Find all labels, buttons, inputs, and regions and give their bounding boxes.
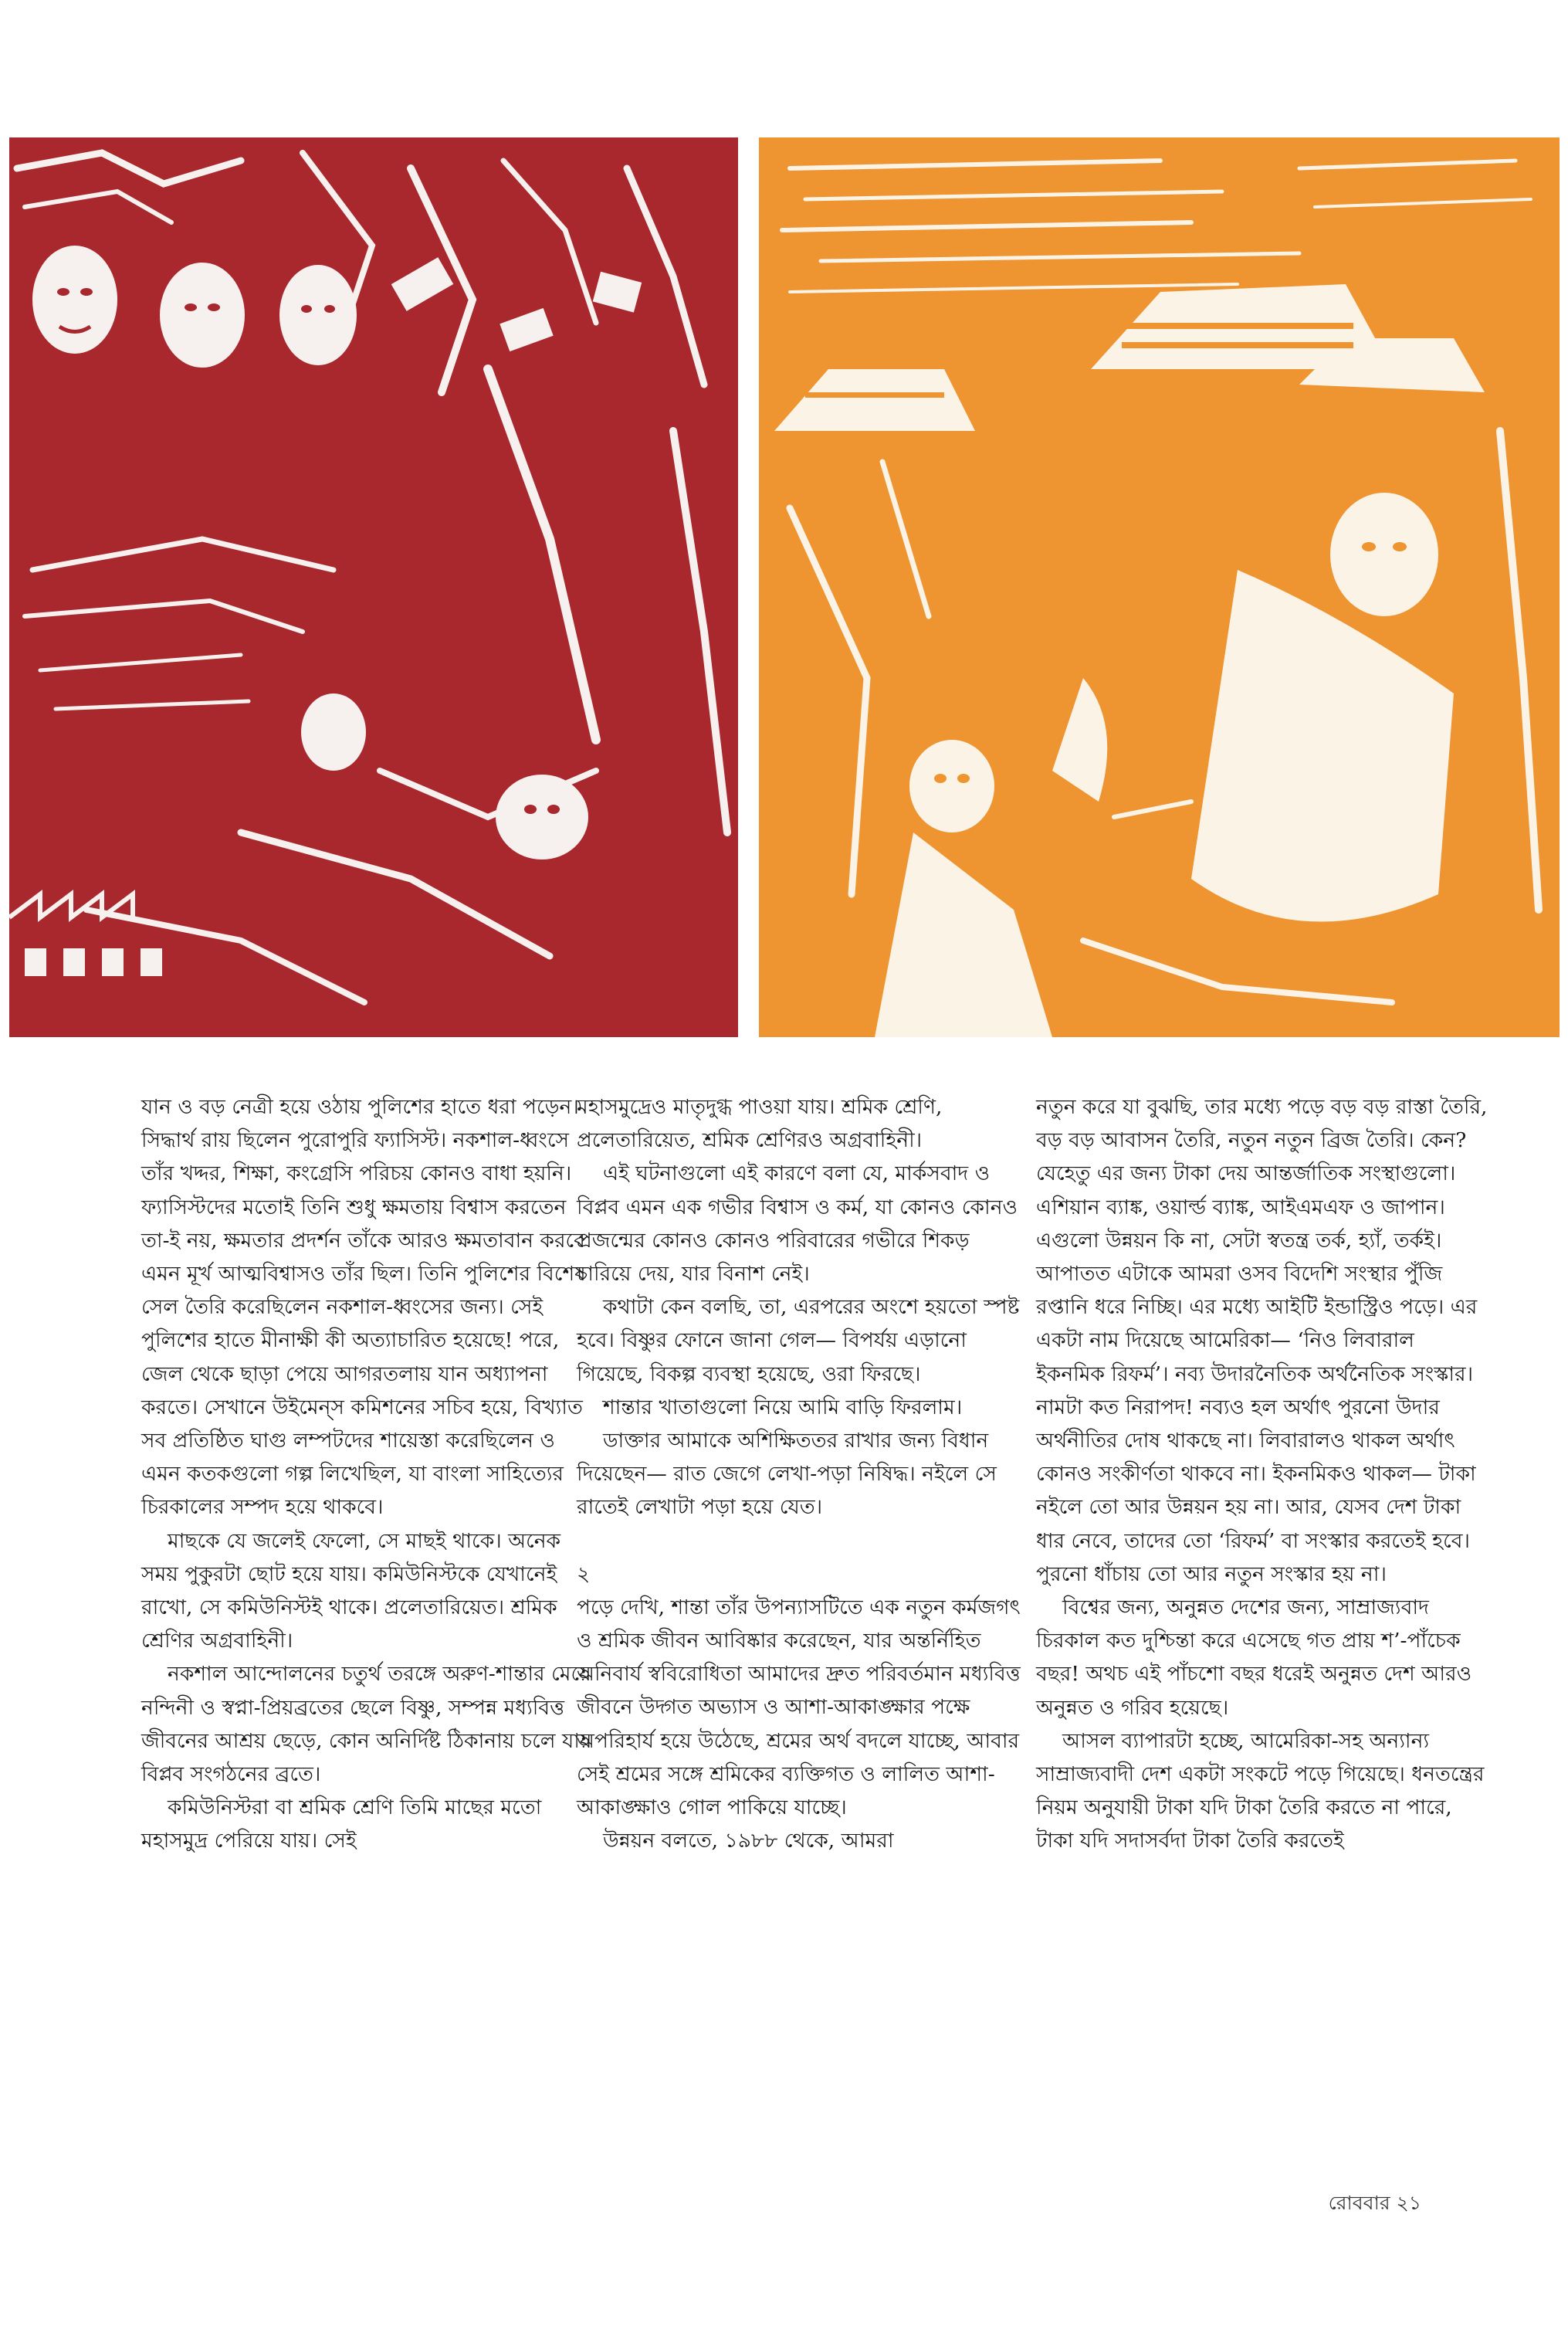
text-column-2 xyxy=(577,1090,1028,1857)
paragraph: মহাসমুদ্রেও মাতৃদুগ্ধ পাওয়া যায়। শ্রমিক শ্রেণি, প্রলেতারিয়েত, শ্রমিক শ্রেণিরও অগ্রবাহিনী। xyxy=(577,1095,943,1153)
paragraph: কথাটা কেন বলছি, তা, এরপরের অংশে হয়তো স্পষ্ট হবে। বিষ্ণুর ফোনে জানা গেল— বিপর্যয় এড়ানো গিয়েছে, বিকল্প ব্যবস্থা হয়েছে, ওরা ফিরছে। xyxy=(577,1295,1020,1386)
woodcut-illustration-red xyxy=(9,137,738,1037)
paragraph: পড়ে দেখি, শান্তা তাঁর উপন্যাসটিতে এক নতুন কর্মজগৎ ও শ্রমিক জীবন আবিষ্কার করেছেন, যার অন্তর্নিহিত অনিবার্য স্ববিরোধিতা আমাদের দ্রুত পরিবর্তমান মধ্যবিত্ত জীবনে উদ্গত অভ্যাস ও আশা-আকাঙ্ক্ষার পক্ষে অপরিহার্য হয়ে উঠেছে, শ্রমের অর্থ বদলে যাচ্ছে, আবার সেই শ্রমের সঙ্গে শ্রমিকের ব্যক্তিগত ও লালিত আশা-আকাঙ্ক্ষাও গোল পাকিয়ে যাচ্ছে। xyxy=(577,1595,1021,1820)
paragraph: কমিউনিস্টরা বা শ্রমিক শ্রেণি তিমি মাছের মতো মহাসমুদ্র পেরিয়ে যায়। সেই xyxy=(141,1795,542,1853)
paragraph: নতুন করে যা বুঝছি, তার মধ্যে পড়ে বড় বড় রাস্তা তৈরি, বড় বড় আবাসন তৈরি, নতুন নতুন ব্রিজ তৈরি। কেন? যেহেতু এর জন্য টাকা দেয় আন্তর্জাতিক সংস্থাগুলো। এশিয়ান ব্যাঙ্ক, ওয়ার্ল্ড ব্যাঙ্ক, আইএমএফ ও জাপান। এগুলো উন্নয়ন কি না, সেটা স্বতন্ত্র তর্ক, হ্যাঁ, তর্কই। আপাতত এটাকে আমরা ওসব বিদেশি সংস্থার পুঁজি রপ্তানি ধরে নিচ্ছি। এর মধ্যে আইটি ইন্ডাস্ট্রিও পড়ে। এর একটা নাম দিয়েছে আমেরিকা— ‘নিও লিবারাল ইকনমিক রিফর্ম’। নব্য উদারনৈতিক অর্থনৈতিক সংস্কার। নামটা কত নিরাপদ! নব্যও হল অর্থাৎ পুরনো উদার অর্থনীতির দোষ থাকছে না। লিবারালও থাকল অর্থাৎ কোনও সংকীর্ণতা থাকবে না। ইকনমিকও থাকল— টাকা নইলে তো আর উন্নয়ন হয় না। আর, যেসব দেশ টাকা ধার নেবে, তাদের তো ‘রিফর্ম’ বা সংস্কার করতেই হবে। পুরনো ধাঁচায় তো আর নতুন সংস্কার হয় না। xyxy=(1036,1095,1488,1586)
page-footer: রোববার ২১ xyxy=(1328,2192,1421,2214)
paragraph: যান ও বড় নেত্রী হয়ে ওঠায় পুলিশের হাতে ধরা পড়েন। সিদ্ধার্থ রায় ছিলেন পুরোপুরি ফ্যাসিস্ট। নকশাল-ধ্বংসে তাঁর খদ্দর, শিক্ষা, কংগ্রেসি পরিচয় কোনও বাধা হয়নি। ফ্যাসিস্টদের মতোই তিনি শুধু ক্ষমতায় বিশ্বাস করতেন তা-ই নয়, ক্ষমতার প্রদর্শন তাঁকে আরও ক্ষমতাবান করবে এমন মূর্খ আত্মবিশ্বাসও তাঁর ছিল। তিনি পুলিশের বিশেষ সেল তৈরি করেছিলেন নকশাল-ধ্বংসের জন্য। সেই পুলিশের হাতে মীনাক্ষী কী অত্যাচারিত হয়েছে! পরে, জেল থেকে ছাড়া পেয়ে আগরতলায় যান অধ্যাপনা করতে। সেখানে উইমেন্‌স কমিশনের সচিব হয়ে, বিখ্যাত সব প্রতিষ্ঠিত ঘাগু লম্পটদের শায়েস্তা করেছিলেন ও এমন কতকগুলো গল্প লিখেছিল, যা বাংলা সাহিত্যের চিরকালের সম্পদ হয়ে থাকবে। xyxy=(141,1095,586,1520)
woodcut-crowd-raised-fists-icon xyxy=(9,137,738,1037)
paragraph: নকশাল আন্দোলনের চতুর্থ তরঙ্গে অরুণ-শান্তার মেয়ে নন্দিনী ও স্বপ্না-প্রিয়ব্রতের ছেলে বিষ্ণু, সম্পন্ন মধ্যবিত্ত জীবনের আশ্রয় ছেড়ে, কোন অনির্দিষ্ট ঠিকানায় চলে যায় বিপ্লব সংগঠনের ব্রতে। xyxy=(141,1662,592,1787)
woodcut-village-workers-icon xyxy=(759,137,1560,1037)
section-number: ২ xyxy=(577,1561,591,1586)
text-column-1 xyxy=(141,1090,593,1858)
paragraph: বিশ্বের জন্য, অনুন্নত দেশের জন্য, সাম্রাজ্যবাদ চিরকাল কত দুশ্চিন্তা করে এসেছে গত প্রায় শ’-পাঁচেক বছর! অথচ এই পাঁচশো বছর ধরেই অনুন্নত দেশ আরও অনুন্নত ও গরিব হয়েছে। xyxy=(1036,1595,1472,1720)
text-column-3 xyxy=(1036,1090,1488,1858)
woodcut-illustration-orange xyxy=(759,137,1560,1037)
paragraph: ডাক্তার আমাকে অশিক্ষিততর রাখার জন্য বিধান দিয়েছেন— রাত জেগে লেখা-পড়া নিষিদ্ধ। নইলে সে রাতেই লেখাটা পড়া হয়ে যেত। xyxy=(577,1429,997,1520)
paragraph: এই ঘটনাগুলো এই কারণে বলা যে, মার্কসবাদ ও বিপ্লব এমন এক গভীর বিশ্বাস ও কর্ম, যা কোনও কোনও প্রজন্মের কোনও কোনও পরিবারের গভীরে শিকড় চারিয়ে দেয়, যার বিনাশ নেই। xyxy=(577,1161,1018,1287)
paragraph: শান্তার খাতাগুলো নিয়ে আমি বাড়ি ফিরলাম। xyxy=(603,1395,963,1419)
paragraph: মাছকে যে জলেই ফেলো, সে মাছই থাকে। অনেক সময় পুকুরটা ছোট হয়ে যায়। কমিউনিস্টকে যেখানেই রাখো, সে কমিউনিস্টই থাকে। প্রলেতারিয়েত। শ্রমিক শ্রেণির অগ্রবাহিনী। xyxy=(141,1528,561,1653)
paragraph: আসল ব্যাপারটা হচ্ছে, আমেরিকা-সহ অন্যান্য সাম্রাজ্যবাদী দেশ একটা সংকটে পড়ে গিয়েছে। ধনতন্ত্রের নিয়ম অনুযায়ী টাকা যদি টাকা তৈরি করতে না পারে, টাকা যদি সদাসর্বদা টাকা তৈরি করতেই xyxy=(1036,1728,1485,1853)
paragraph: উন্নয়ন বলতে, ১৯৮৮ থেকে, আমরা xyxy=(603,1829,894,1853)
